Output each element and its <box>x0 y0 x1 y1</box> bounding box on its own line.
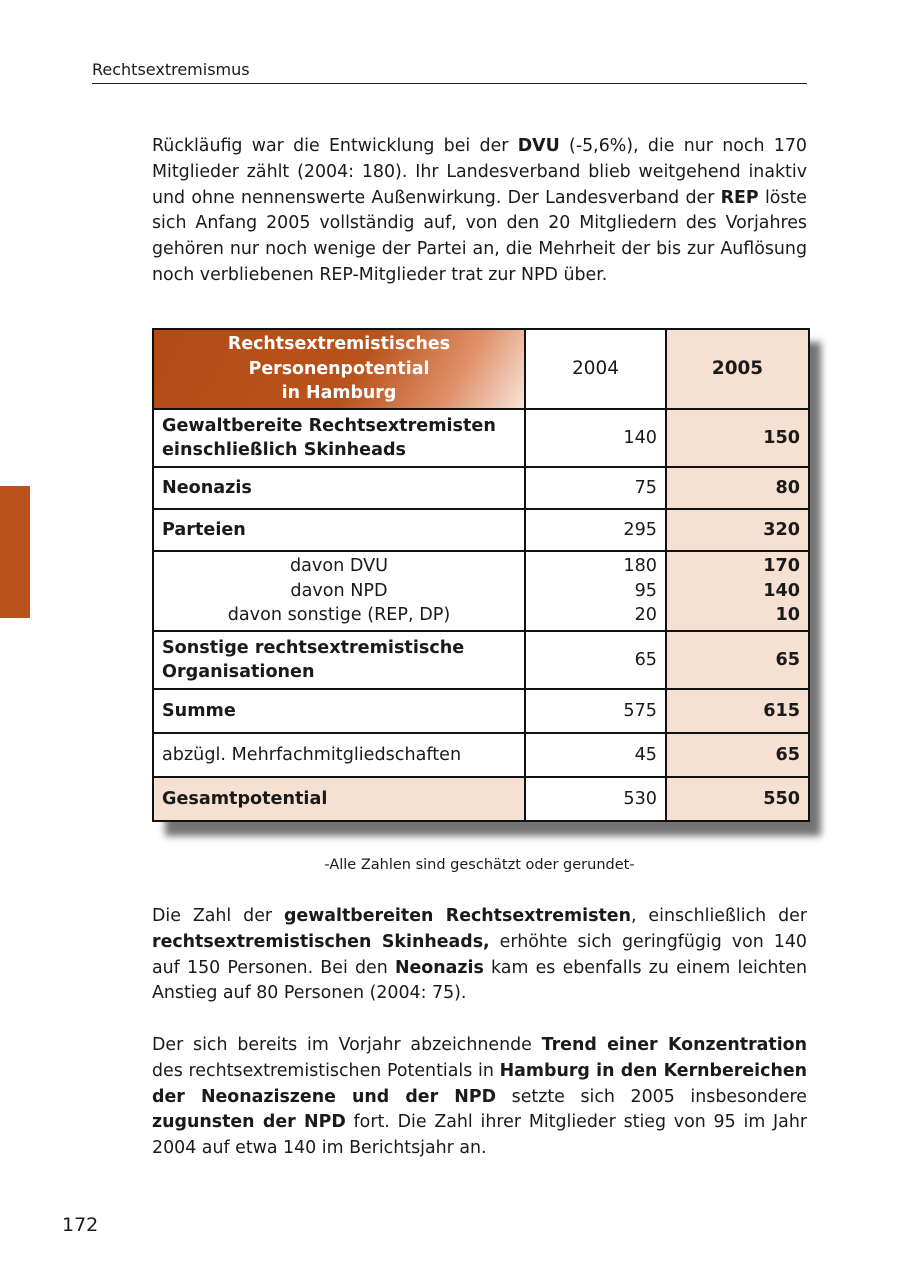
table-row <box>153 509 809 551</box>
table-row <box>153 409 809 467</box>
table-title: Rechtsextremistisches Personenpotential in Hamburg <box>153 329 525 409</box>
table-row <box>153 689 809 733</box>
column-header-2004: 2004 <box>525 329 666 409</box>
value-2004: 75 <box>525 467 666 509</box>
row-label-neonazis: Neonazis <box>153 467 525 509</box>
value-2004: 65 <box>525 631 666 689</box>
value-2005: 65 <box>666 631 809 689</box>
row-label-parteien: Parteien <box>153 509 525 551</box>
value-2004: 530 <box>525 777 666 821</box>
value-2004: 295 <box>525 509 666 551</box>
table-footnote: -Alle Zahlen sind geschätzt oder gerundet- <box>324 857 635 873</box>
value-2005: 320 <box>666 509 809 551</box>
table-row <box>153 467 809 509</box>
table-row <box>153 631 809 689</box>
row-label-abzueglich: abzügl. Mehrfachmitgliedschaften <box>153 733 525 777</box>
table-row <box>153 777 809 821</box>
column-header-2005: 2005 <box>666 329 809 409</box>
paragraph-dvu-rep: Rückläufig war die Entwicklung bei der DVU (-5,6%), die nur noch 170 Mitglieder zählt (2004: 180). Ihr Landesverband blieb weitgehend inaktiv und ohne nennenswerte Außenwirkung. Der Landesverband der REP löste sich Anfang 2005 vollständig auf, von den 20 Mitgliedern des Vorjahres gehören nur noch wenige der Partei an, die Mehrheit der bis zur Auflösung noch verbliebenen REP-Mitglieder trat zur NPD über. <box>152 136 808 285</box>
values-2005-davon: 170 140 10 <box>666 551 809 631</box>
running-header: Rechtsextremismus <box>92 60 807 84</box>
row-label-summe: Summe <box>153 689 525 733</box>
value-2005: 150 <box>666 409 809 467</box>
chapter-side-tab <box>0 486 30 618</box>
value-2005: 80 <box>666 467 809 509</box>
values-2004-davon: 180 95 20 <box>525 551 666 631</box>
row-label-gewaltbereite: Gewaltbereite Rechtsextremisten einschließlich Skinheads <box>153 409 525 467</box>
table-header-row <box>153 329 809 409</box>
value-2005: 65 <box>666 733 809 777</box>
paragraph-trend: Der sich bereits im Vorjahr abzeichnende Trend einer Konzentration des rechtsextremistischen Potentials in Hamburg in den Kernbereichen der Neonaziszene und der NPD setzte sich 2005 insbesondere zugunsten der NPD fort. Die Zahl ihrer Mitglieder stieg von 95 im Jahr 2004 auf etwa 140 im Berichtsjahr an. <box>152 1035 808 1159</box>
value-2004: 45 <box>525 733 666 777</box>
row-label-gesamtpotential: Gesamtpotential <box>153 777 525 821</box>
value-2005: 615 <box>666 689 809 733</box>
paragraph-gewaltbereite: Die Zahl der gewaltbereiten Rechtsextremisten, einschließlich der rechtsextremistischen Skinheads, erhöhte sich geringfügig von 140 auf 150 Personen. Bei den Neonazis kam es ebenfalls zu einem leichten Anstieg auf 80 Personen (2004: 75). <box>152 906 807 1004</box>
table-row <box>153 733 809 777</box>
row-label-sonstige: Sonstige rechtsextremistische Organisationen <box>153 631 525 689</box>
value-2004: 575 <box>525 689 666 733</box>
row-label-davon: davon DVU davon NPD davon sonstige (REP, DP) <box>153 551 525 631</box>
page-number: 172 <box>62 1214 99 1236</box>
value-2004: 140 <box>525 409 666 467</box>
table-row <box>153 551 809 631</box>
personenpotential-table <box>152 328 808 822</box>
value-2005: 550 <box>666 777 809 821</box>
